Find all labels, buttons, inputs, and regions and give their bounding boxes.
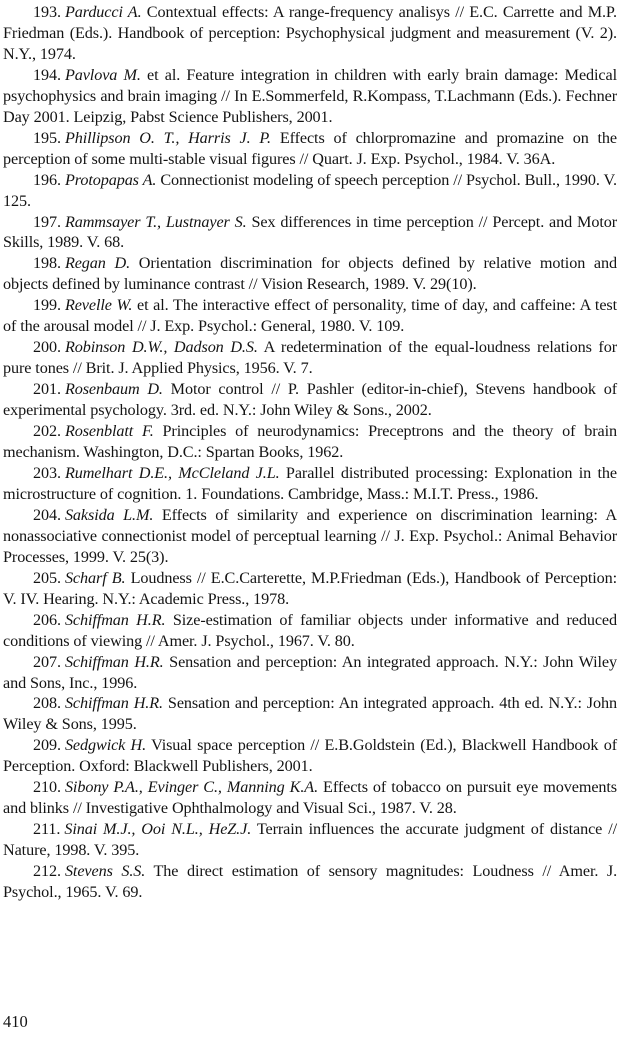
reference-text: Size-estimation of familiar objects under informative and reduced conditions of viewing // Amer. J. Psychol., 1967. V. 80. (3, 610, 617, 650)
reference-item (3, 337, 617, 379)
reference-item (3, 421, 617, 463)
reference-item (3, 568, 617, 610)
reference-authors: Stevens S.S. (64, 862, 146, 881)
reference-list (3, 2, 617, 903)
reference-item (3, 652, 617, 694)
reference-number: 205. (33, 568, 61, 587)
reference-text: et al. The interactive effect of personality, time of day, and caffeine: A test of the arousal model // J. Exp. Psychol.: General, 1980. V. 109. (3, 296, 618, 336)
reference-authors: Rumelhart D.E., McCleland J.L. (64, 463, 280, 482)
reference-item (3, 819, 617, 861)
reference-text: Sensation and perception: An integrated approach. N.Y.: John Wiley and Sons, Inc., 1996. (3, 652, 617, 692)
reference-authors: Revelle W. (64, 296, 133, 315)
reference-authors: Sedgwick H. (64, 736, 147, 755)
reference-number: 195. (33, 128, 61, 147)
reference-item (3, 735, 617, 777)
reference-number: 200. (33, 338, 61, 357)
reference-item (3, 65, 617, 128)
reference-item (3, 610, 617, 652)
reference-item (3, 2, 617, 65)
reference-authors: Protopapas A. (64, 170, 157, 189)
reference-text: Effects of tobacco on pursuit eye movements and blinks // Investigative Ophthalmology and Visual Sci., 1987. V. 28. (3, 778, 617, 818)
reference-number: 204. (33, 505, 61, 524)
reference-text: Parallel distributed processing: Explonation in the microstructure of cognition. 1. Foundations. Cambridge, Mass.: M.I.T. Press., 1986. (3, 463, 617, 503)
reference-number: 199. (33, 296, 61, 315)
page-number: 410 (3, 1012, 28, 1031)
reference-authors: Schiffman H.R. (64, 652, 164, 671)
reference-authors: Phillipson O. T., Harris J. P. (64, 128, 271, 147)
reference-item (3, 253, 617, 295)
reference-text: The direct estimation of sensory magnitudes: Loudness // Amer. J. Psychol., 1965. V. 69. (3, 862, 618, 902)
reference-text: Sensation and perception: An integrated approach. 4th ed. N.Y.: John Wiley & Sons, 1995. (3, 694, 617, 734)
reference-authors: Rosenblatt F. (64, 422, 154, 441)
reference-text: Principles of neurodynamics: Preceptrons and the theory of brain mechanism. Washington, D.C.: Spartan Books, 1962. (3, 422, 617, 462)
reference-authors: Sinai M.J., Ooi N.L., HeZ.J. (64, 820, 252, 839)
reference-text: Connectionist modeling of speech perception // Psychol. Bull., 1990. V. 125. (3, 170, 617, 210)
reference-text: Loudness // E.C.Carterette, M.P.Friedman (Eds.), Handbook of Perception: V. IV. Hearing. N.Y.: Academic Press., 1978. (3, 568, 617, 608)
reference-number: 196. (33, 170, 61, 189)
reference-authors: Scharf B. (64, 568, 126, 587)
reference-item (3, 379, 617, 421)
reference-item (3, 463, 617, 505)
reference-number: 206. (33, 610, 61, 629)
reference-authors: Regan D. (64, 254, 131, 273)
reference-authors: Rammsayer T., Lustnayer S. (64, 212, 247, 231)
reference-item (3, 861, 617, 903)
reference-authors: Robinson D.W., Dadson D.S. (64, 338, 258, 357)
reference-text: Orientation discrimination for objects defined by relative motion and objects defined by luminance contrast // Vision Research, 1989. V. 29(10). (3, 254, 617, 294)
reference-text: Effects of chlorpromazine and promazine on the perception of some multi-stable visual figures // Quart. J. Exp. Psychol., 1984. V. 36A. (3, 128, 617, 168)
reference-item (3, 295, 617, 337)
reference-text: Terrain influences the accurate judgment of distance // Nature, 1998. V. 395. (3, 820, 617, 860)
reference-number: 208. (33, 694, 61, 713)
reference-number: 198. (33, 254, 61, 273)
reference-number: 201. (33, 380, 61, 399)
reference-number: 194. (33, 65, 61, 84)
reference-item (3, 212, 617, 254)
reference-number: 210. (33, 778, 61, 797)
reference-authors: Sibony P.A., Evinger C., Manning K.A. (64, 778, 319, 797)
reference-number: 212. (33, 862, 61, 881)
reference-number: 203. (33, 463, 61, 482)
reference-item (3, 777, 617, 819)
reference-authors: Schiffman H.R. (64, 610, 166, 629)
reference-number: 197. (33, 212, 61, 231)
reference-item (3, 128, 617, 170)
reference-item (3, 505, 617, 568)
reference-number: 211. (33, 820, 61, 839)
reference-text: Sex differences in time perception // Percept. and Motor Skills, 1989. V. 68. (3, 212, 618, 252)
reference-number: 207. (33, 652, 61, 671)
reference-authors: Saksida L.M. (64, 505, 154, 524)
reference-text: Motor control // P. Pashler (editor-in-chief), Stevens handbook of experimental psychology. 3rd. ed. N.Y.: John Wiley & Sons., 2002. (3, 380, 617, 420)
reference-text: Visual space perception // E.B.Goldstein (Ed.), Blackwell Handbook of Perception. Oxford: Blackwell Publishers, 2001. (3, 736, 617, 776)
reference-text: Contextual effects: A range-frequency analisys // E.C. Carrette and M.P. Friedman (Eds.). Handbook of perception: Psychophysical judgment and measurement (V. 2). N.Y., 1974. (3, 3, 617, 63)
reference-authors: Rosenbaum D. (64, 380, 163, 399)
reference-number: 193. (33, 3, 61, 21)
reference-authors: Schiffman H.R. (64, 694, 163, 713)
reference-text: A redetermination of the equal-loudness relations for pure tones // Brit. J. Applied Physics, 1956. V. 7. (3, 338, 618, 378)
reference-item (3, 170, 617, 212)
reference-authors: Parducci A. (64, 3, 142, 21)
reference-number: 202. (33, 422, 61, 441)
reference-text: Effects of similarity and experience on discrimination learning: A nonassociative connectionist model of perceptual learning // J. Exp. Psychol.: Animal Behavior Processes, 1999. V. 25(3). (3, 505, 617, 566)
reference-text: et al. Feature integration in children with early brain damage: Medical psychophysics and brain imaging // In E.Sommerfeld, R.Kompass, T.Lachmann (Eds.). Fechner Day 2001. Leipzig, Pabst Science Publishers, 2001. (3, 65, 617, 126)
reference-number: 209. (33, 736, 61, 755)
reference-item (3, 693, 617, 735)
reference-authors: Pavlova M. (64, 65, 141, 84)
document-page (3, 2, 617, 1045)
